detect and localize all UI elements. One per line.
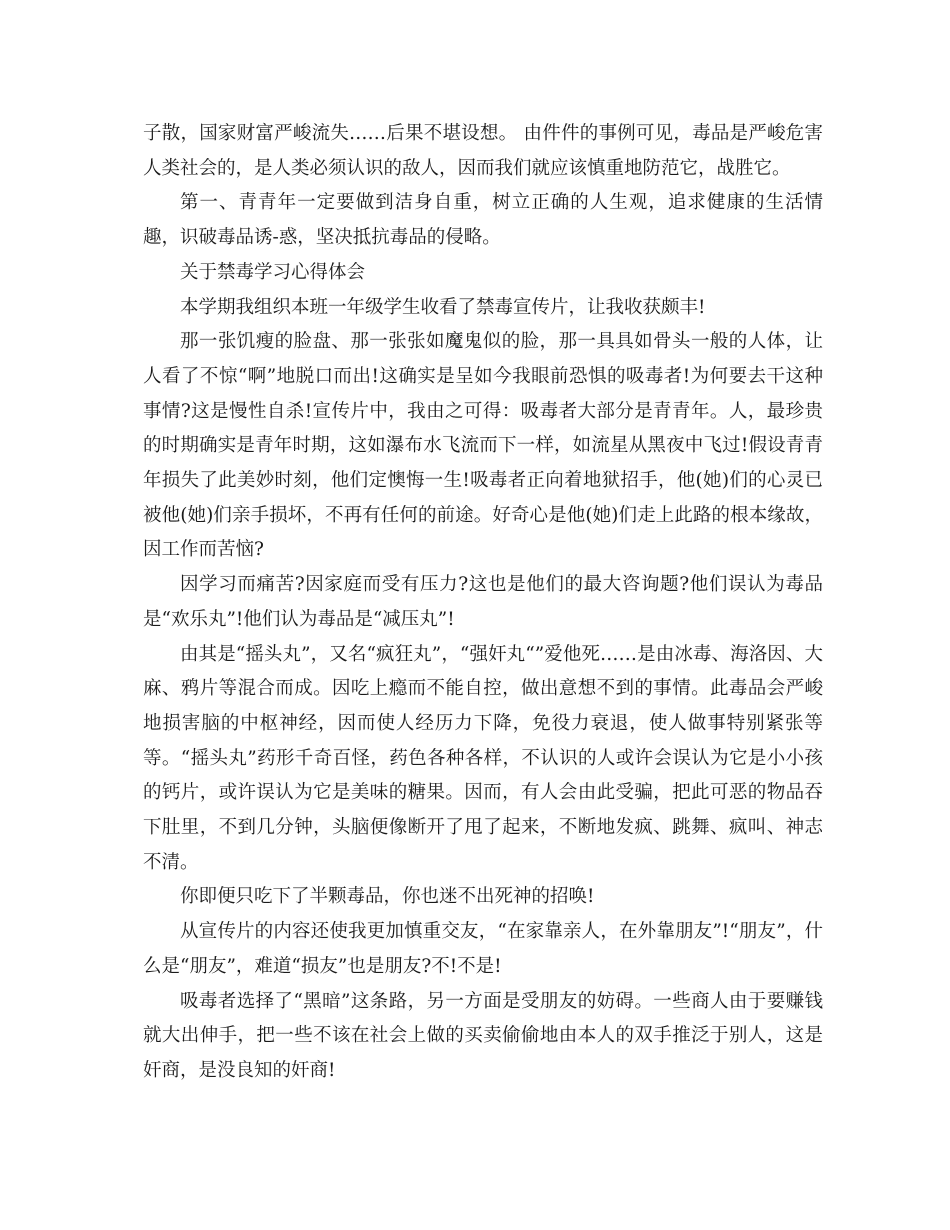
paragraph-7: 你即便只吃下了半颗毒品，你也迷不出死神的招唤! bbox=[180, 886, 595, 908]
document-page bbox=[143, 117, 823, 1089]
section-heading: 关于禁毒学习心得体会 bbox=[180, 261, 366, 283]
paragraph-9: 吸毒者选择了“黑暗”这条路，另一方面是受朋友的妨碍。一些商人由于要赚钱就大出伸手，把一些不该在社会上做的买卖偷偷地由本人的双手推泛于别人，这是奸商，是没良知的奸商! bbox=[143, 990, 823, 1081]
paragraph-6: 由其是“摇头丸”，又名“疯狂丸”，“强奸丸“”爱他死……是由冰毒、海洛因、大麻、鸦片等混合而成。因吃上瘾而不能自控，做出意想不到的事情。此毒品会严峻地损害脑的中枢神经，因而使人经历力下降，免役力衰退，使人做事特别紧张等等。“摇头丸”药形千奇百怪，药色各种各样，不认识的人或许会误认为它是小小孩的钙片，或许误认为它是美味的糖果。因而，有人会由此受骗，把此可恶的物品吞下肚里，不到几分钟，头脑便像断开了甩了起来，不断地发疯、跳舞、疯叫、神志不清。 bbox=[143, 643, 823, 873]
paragraph-5: 因学习而痛苦?因家庭而受有压力?这也是他们的最大咨询题?他们误认为毒品是“欢乐丸”!他们认为毒品是“减压丸”! bbox=[143, 574, 823, 630]
paragraph-1: 子散，国家财富严峻流失……后果不堪设想。 由件件的事例可见，毒品是严峻危害人类社会的，是人类必须认识的敌人，因而我们就应该慎重地防范它，战胜它。 bbox=[143, 123, 823, 179]
paragraph-8: 从宣传片的内容还使我更加慎重交友，“在家靠亲人，在外靠朋友”!“朋友”，什么是“朋友”，难道“损友”也是朋友?不!不是! bbox=[143, 921, 823, 977]
paragraph-3: 本学期我组织本班一年级学生收看了禁毒宣传片，让我收获颇丰! bbox=[180, 296, 706, 318]
paragraph-2: 第一、青青年一定要做到洁身自重，树立正确的人生观，追求健康的生活情趣，识破毒品诱-惑，坚决抵抗毒品的侵略。 bbox=[143, 192, 823, 249]
paragraph-4: 那一张饥瘦的脸盘、那一张张如魔鬼似的脸，那一具具如骨头一般的人体，让人看了不惊“啊”地脱口而出!这确实是呈如今我眼前恐惧的吸毒者!为何要去干这种事情?这是慢性自杀!宣传片中，我由之可得：吸毒者大部分是青青年。人，最珍贵的时期确实是青年时期，这如瀑布水飞流而下一样，如流星从黑夜中飞过!假设青青年损失了此美妙时刻，他们定懊悔一生!吸毒者正向着地狱招手，他(她)们的心灵已被他(她)们亲手损坏，不再有任何的前途。好奇心是他(她)们走上此路的根本缘故，因工作而苦恼? bbox=[143, 331, 823, 561]
